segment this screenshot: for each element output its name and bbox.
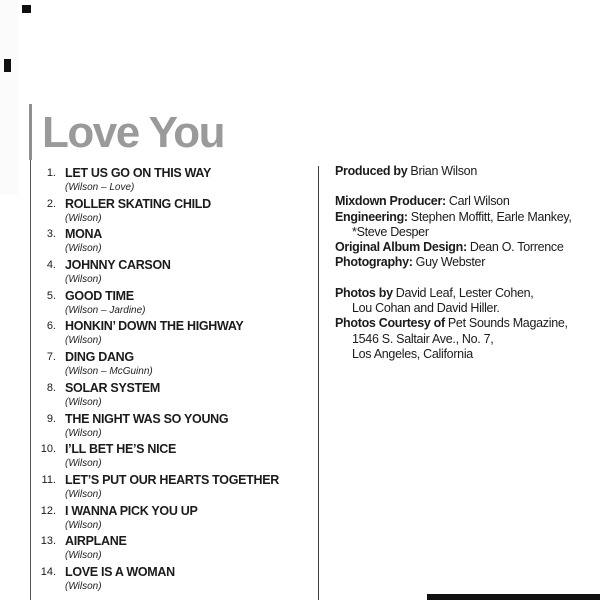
credit-line: [335, 240, 597, 255]
credit-text: 1546 S. Saltair Ave., No. 7,: [352, 331, 494, 346]
track-number: 9.: [46, 412, 56, 425]
track-number: 12.: [40, 504, 56, 517]
scan-artifact-top-left: [22, 5, 31, 13]
track-body: [65, 198, 211, 225]
track-row: [36, 351, 314, 382]
track-body: [65, 351, 153, 378]
track-body: [65, 382, 160, 409]
credit-line: [335, 316, 597, 331]
credit-label: Mixdown Producer:: [335, 194, 446, 209]
credit-line: [335, 194, 597, 209]
track-writer-credit: (Wilson): [65, 335, 102, 347]
track-writer-credit: (Wilson – Love): [65, 182, 135, 193]
credit-text: Stephen Moffitt, Earle Mankey,: [410, 209, 572, 224]
track-body: [65, 474, 279, 501]
scan-artifact-left-edge: [4, 59, 11, 72]
track-body: [65, 228, 102, 255]
track-number: 7.: [46, 351, 56, 364]
track-number: 11.: [41, 473, 56, 486]
title-accent-rule: [29, 104, 32, 160]
credit-line: [335, 255, 597, 270]
track-body: [65, 505, 198, 532]
credit-text: Los Angeles, California: [352, 346, 473, 361]
credit-text: Dean O. Torrence: [469, 240, 564, 255]
credit-text: Guy Webster: [415, 255, 486, 270]
credit-label: Photos Courtesy of: [335, 316, 445, 331]
track-body: [65, 320, 243, 347]
credit-line: [335, 286, 597, 301]
track-row: [36, 382, 314, 413]
track-list: [36, 167, 314, 597]
track-row: [36, 505, 314, 536]
track-writer-credit: (Wilson): [65, 519, 102, 531]
track-writer-credit: (Wilson): [65, 274, 102, 286]
credit-text: Pet Sounds Magazine,: [447, 316, 568, 331]
track-row: [36, 443, 314, 474]
track-title: AIRPLANE: [65, 534, 127, 549]
track-title: GOOD TIME: [65, 288, 134, 303]
credit-label: Photography:: [335, 255, 413, 270]
track-number: 14.: [40, 565, 56, 578]
track-title: I WANNA PICK YOU UP: [65, 503, 198, 518]
track-writer-credit: (Wilson): [65, 488, 102, 500]
credit-text: *Steve Desper: [352, 224, 429, 239]
track-number: 4.: [46, 259, 56, 272]
track-writer-credit: (Wilson): [65, 550, 102, 562]
track-body: [65, 566, 175, 593]
credit-line: [335, 347, 597, 362]
track-number: 8.: [46, 381, 56, 394]
track-title: SOLAR SYSTEM: [65, 380, 161, 395]
album-title: Love You: [42, 108, 224, 157]
credit-label: Original Album Design:: [335, 240, 467, 255]
credit-line: [335, 210, 597, 225]
credit-line: [335, 332, 597, 347]
track-number: 10.: [40, 443, 56, 456]
track-number: 6.: [46, 320, 56, 333]
track-title: JOHNNY CARSON: [65, 258, 171, 273]
track-number: 2.: [46, 197, 56, 210]
left-vertical-rule: [30, 160, 31, 600]
credits-column: [335, 164, 597, 362]
track-row: [36, 535, 314, 566]
track-body: [65, 443, 176, 470]
track-body: [65, 259, 171, 286]
credit-line: [335, 301, 597, 316]
track-row: [36, 198, 314, 229]
credit-line: [335, 164, 597, 179]
track-body: [65, 290, 146, 317]
track-row: [36, 290, 314, 321]
track-body: [65, 167, 211, 194]
track-body: [65, 535, 127, 562]
track-title: DING DANG: [65, 350, 134, 365]
page-edge-shading: [0, 0, 18, 195]
track-writer-credit: (Wilson): [65, 396, 102, 408]
credit-text: Lou Cohan and David Hiller.: [352, 301, 500, 316]
track-row: [36, 413, 314, 444]
track-title: MONA: [65, 227, 102, 242]
track-writer-credit: (Wilson – McGuinn): [65, 366, 153, 378]
credit-line: [335, 225, 597, 240]
track-row: [36, 566, 314, 597]
track-title: LET’S PUT OUR HEARTS TOGETHER: [65, 472, 279, 487]
credit-label: Photos by: [335, 285, 393, 300]
track-row: [36, 228, 314, 259]
track-writer-credit: (Wilson): [65, 212, 102, 224]
credit-text: Carl Wilson: [448, 194, 510, 209]
track-row: [36, 167, 314, 198]
track-title: I’LL BET HE’S NICE: [65, 442, 177, 457]
column-divider-rule: [318, 166, 319, 600]
track-writer-credit: (Wilson): [65, 580, 102, 592]
track-body: [65, 413, 228, 440]
track-writer-credit: (Wilson – Jardine): [65, 304, 146, 316]
track-number: 5.: [46, 289, 56, 302]
track-writer-credit: (Wilson): [65, 427, 102, 439]
track-title: LOVE IS A WOMAN: [65, 564, 175, 579]
scan-artifact-bottom-bar: [427, 594, 600, 600]
credit-label: Engineering:: [335, 209, 408, 224]
track-number: 3.: [46, 228, 56, 241]
track-writer-credit: (Wilson): [65, 458, 102, 470]
track-title: ROLLER SKATING CHILD: [65, 196, 211, 211]
credit-label: Produced by: [335, 164, 408, 178]
track-title: LET US GO ON THIS WAY: [65, 166, 212, 180]
track-row: [36, 259, 314, 290]
track-number: 13.: [40, 535, 56, 548]
track-writer-credit: (Wilson): [65, 243, 102, 255]
track-title: THE NIGHT WAS SO YOUNG: [65, 411, 229, 426]
track-title: HONKIN’ DOWN THE HIGHWAY: [65, 319, 244, 334]
credit-text: David Leaf, Lester Cohen,: [395, 285, 534, 300]
credit-text: Brian Wilson: [410, 164, 477, 178]
track-row: [36, 474, 314, 505]
track-number: 1.: [46, 167, 56, 179]
track-row: [36, 320, 314, 351]
